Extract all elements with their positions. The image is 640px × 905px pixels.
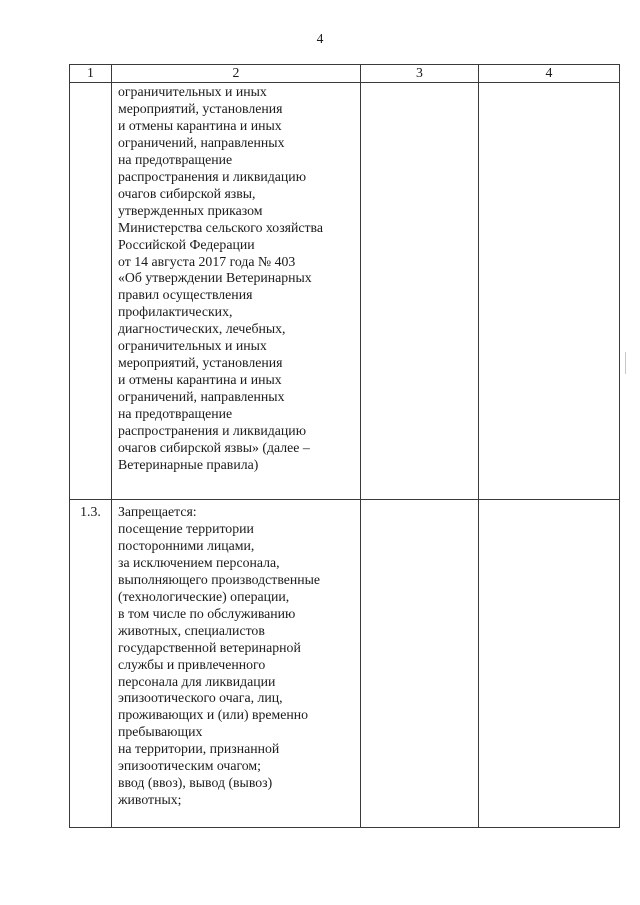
text-line: за исключением персонала, [118, 554, 280, 570]
text-line: службы и привлеченного [118, 656, 266, 672]
text-line: ограничительных и иных [118, 338, 267, 354]
text-line: животных, специалистов [118, 622, 265, 638]
page-number: 4 [316, 31, 324, 46]
text-line: (технологические) операции, [118, 588, 290, 604]
document-table [69, 64, 620, 828]
text-line: от 14 августа 2017 года № 403 [118, 253, 296, 269]
scan-margin-mark [625, 352, 626, 374]
column-header-3: 3 [361, 65, 479, 83]
column-header-1: 1 [70, 65, 112, 83]
row-number-cell: 1.3. [70, 500, 112, 828]
text-line: ограничительных и иных [118, 84, 267, 99]
text-line: на территории, признанной [118, 741, 280, 757]
column-header-4: 4 [479, 65, 620, 83]
text-line: «Об утверждении Ветеринарных [118, 270, 312, 286]
text-line: распространения и ликвидацию [118, 168, 307, 184]
column-4-cell [479, 500, 620, 828]
row-number-cell [70, 83, 112, 500]
text-line: диагностических, лечебных, [118, 321, 286, 337]
row-text-cell [112, 83, 361, 500]
text-line: Запрещается: [118, 504, 197, 519]
text-line: персонала для ликвидации [118, 673, 276, 689]
text-line: ввод (ввоз), вывод (вывоз) [118, 775, 273, 791]
text-line: Российской Федерации [118, 236, 255, 252]
column-3-cell [361, 500, 479, 828]
text-line: проживающих и (или) временно [118, 707, 309, 723]
text-line: выполняющего производственные [118, 571, 321, 587]
text-line: эпизоотического очага, лиц, [118, 690, 283, 706]
text-line: посторонними лицами, [118, 537, 255, 553]
text-line: на предотвращение [118, 151, 233, 167]
text-line: мероприятий, установления [118, 355, 283, 371]
text-line: очагов сибирской язвы» (далее – [118, 440, 310, 456]
text-line: утвержденных приказом [118, 202, 263, 218]
text-line: ограничений, направленных [118, 134, 285, 150]
column-3-cell [361, 83, 479, 500]
table-row [70, 500, 620, 828]
row-text-cell [112, 500, 361, 828]
text-line: в том числе по обслуживанию [118, 605, 296, 621]
text-line: мероприятий, установления [118, 100, 283, 116]
text-line: животных; [118, 792, 182, 808]
text-line: распространения и ликвидацию [118, 423, 307, 439]
text-line: пребывающих [118, 724, 203, 740]
text-line: Министерства сельского хозяйства [118, 219, 323, 235]
column-4-cell [479, 83, 620, 500]
text-line: и отмены карантина и иных [118, 117, 282, 133]
column-header-2: 2 [112, 65, 361, 83]
text-line: правил осуществления [118, 287, 253, 303]
text-line: Ветеринарные правила) [118, 456, 259, 472]
table-header-row [70, 65, 620, 83]
text-line: посещение территории [118, 520, 254, 536]
text-line: очагов сибирской язвы, [118, 185, 256, 201]
text-line: эпизоотическим очагом; [118, 758, 262, 774]
text-line: ограничений, направленных [118, 389, 285, 405]
text-line: государственной ветеринарной [118, 639, 301, 655]
text-line: профилактических, [118, 304, 233, 320]
text-line: на предотвращение [118, 406, 233, 422]
table-row [70, 83, 620, 500]
text-line: и отмены карантина и иных [118, 372, 282, 388]
